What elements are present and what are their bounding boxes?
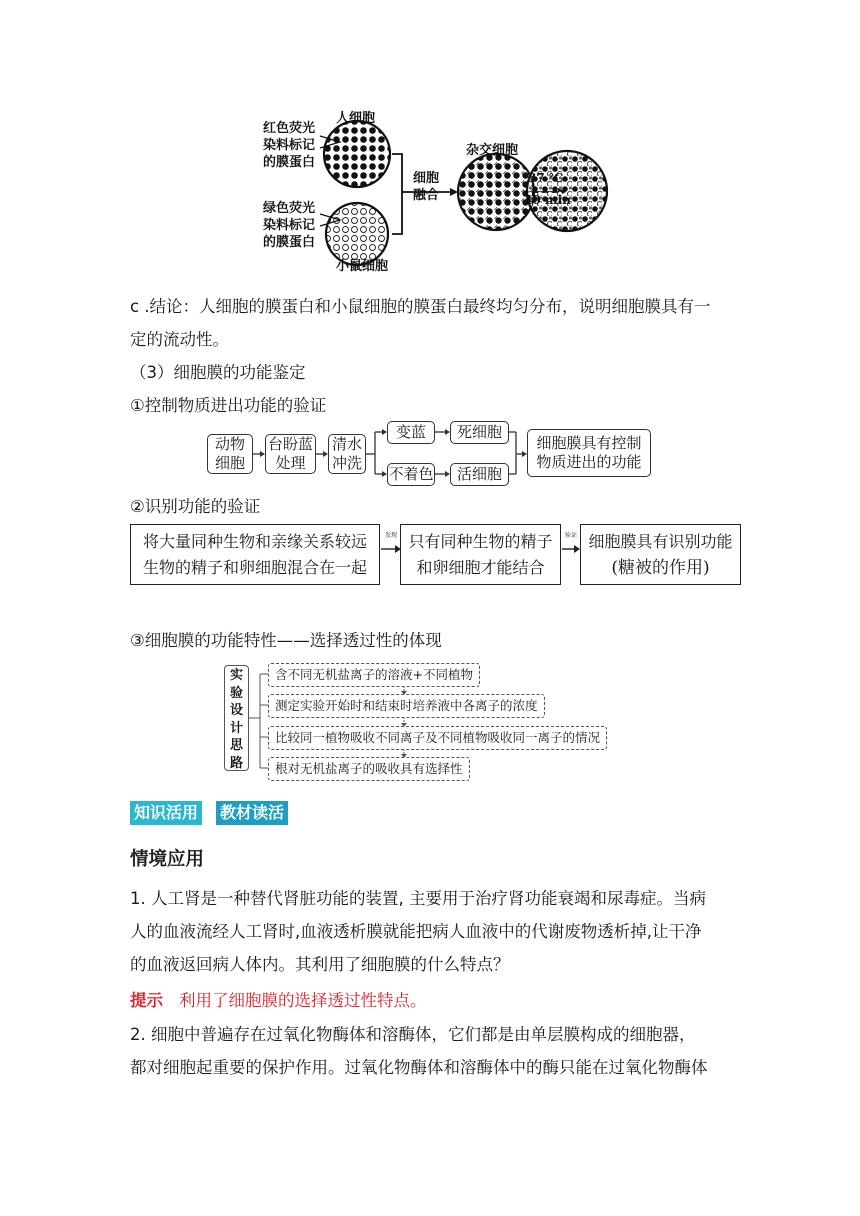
flow1-conclusion: 细胞膜具有控制 物质进出的功能 — [527, 429, 651, 477]
flow3-step-3: 比较同一植物吸收不同离子及不同植物吸收同一离子的情况 — [268, 726, 607, 750]
flow2-box-1: 将大量同种生物和亲缘关系较远 生物的精子和卵细胞混合在一起 — [130, 524, 380, 585]
mouse-cell-icon — [326, 203, 388, 265]
flow1-trypan-blue: 台盼蓝 处理 — [265, 434, 316, 474]
fusion-label: 细胞 融合 — [412, 171, 439, 203]
tag-textbook-reading: 教材读活 — [216, 801, 288, 825]
flow3-step-1: 含不同无机盐离子的溶液+不同植物 — [268, 663, 480, 687]
flow2-arrow-1: 发现 — [380, 532, 402, 559]
flow1-animal-cell: 动物 细胞 — [207, 434, 253, 474]
flow-material-control — [205, 418, 655, 490]
flow1-turn-blue: 变蓝 — [387, 421, 435, 444]
cell-fusion-diagram — [260, 108, 610, 276]
flow-selective-permeability — [222, 662, 642, 776]
item-2-title: ②识别功能的验证 — [130, 497, 261, 516]
flow3-step-2: 测定实验开始时和结束时培养液中各离子的浓度 — [268, 694, 545, 718]
flow2-box-3: 细胞膜具有识别功能 (糖被的作用) — [580, 524, 741, 585]
item-3-title: ③细胞膜的功能特性——选择透过性的体现 — [130, 631, 442, 650]
section-3-title: （3）细胞膜的功能鉴定 — [130, 363, 306, 382]
question-1-line-2: 人的血液流经人工肾时,血液透析膜就能把病人血液中的代谢废物透析掉,让干净 — [130, 922, 702, 941]
question-2-line-2: 都对细胞起重要的保护作用。过氧化物酶体和溶酶体中的酶只能在过氧化物酶体 — [130, 1058, 708, 1077]
tag-knowledge-apply: 知识活用 — [130, 801, 202, 825]
hint-text: 利用了细胞膜的选择透过性特点。 — [179, 991, 427, 1010]
flow1-water-rinse: 清水 冲洗 — [328, 434, 366, 474]
hint-label: 提示 — [130, 991, 163, 1010]
section-heading: 情境应用 — [130, 849, 205, 870]
red-label: 红色荧光 染料标记 的膜蛋白 — [262, 121, 315, 170]
flow2-arrow-2: 验证 — [561, 532, 581, 559]
conclusion-line-1: c .结论：人细胞的膜蛋白和小鼠细胞的膜蛋白最终均匀分布，说明细胞膜具有一 — [130, 297, 711, 316]
flow1-dead-cell: 死细胞 — [450, 421, 509, 444]
hybrid-cell-label: 杂交细胞 — [466, 143, 519, 158]
question-1-line-1: 1. 人工肾是一种替代肾脏功能的装置, 主要用于治疗肾功能衰竭和尿毒症。当病 — [130, 889, 706, 908]
human-cell-label: 人细胞 — [336, 111, 376, 126]
question-2-line-1: 2. 细胞中普遍存在过氧化物酶体和溶酶体，它们都是由单层膜构成的细胞器， — [130, 1025, 696, 1044]
mouse-cell-label: 小鼠细胞 — [336, 259, 389, 274]
hint-line — [130, 984, 740, 1017]
flow-recognition — [130, 524, 742, 586]
item-1-title: ①控制物质进出功能的验证 — [130, 396, 327, 415]
mixed-cell-icon — [522, 146, 612, 236]
flow2-box-2: 只有同种生物的精子 和卵细胞才能结合 — [400, 524, 561, 585]
flow3-step-4: 根对无机盐离子的吸收具有选择性 — [268, 757, 470, 781]
time-label: 40 min — [524, 193, 571, 207]
human-cell-icon — [324, 121, 390, 187]
conclusion-line-2: 定的流动性。 — [130, 330, 229, 349]
flow3-side-label: 实 验 设 计 思 路 — [224, 665, 249, 771]
flow1-no-stain: 不着色 — [387, 463, 435, 486]
flow1-live-cell: 活细胞 — [450, 463, 509, 486]
question-1-line-3: 的血液返回病人体内。其利用了细胞膜的什么特点？ — [130, 955, 510, 974]
green-label: 绿色荧光 染料标记 的膜蛋白 — [262, 201, 315, 250]
temperature-label: 37 ℃ — [528, 171, 564, 185]
